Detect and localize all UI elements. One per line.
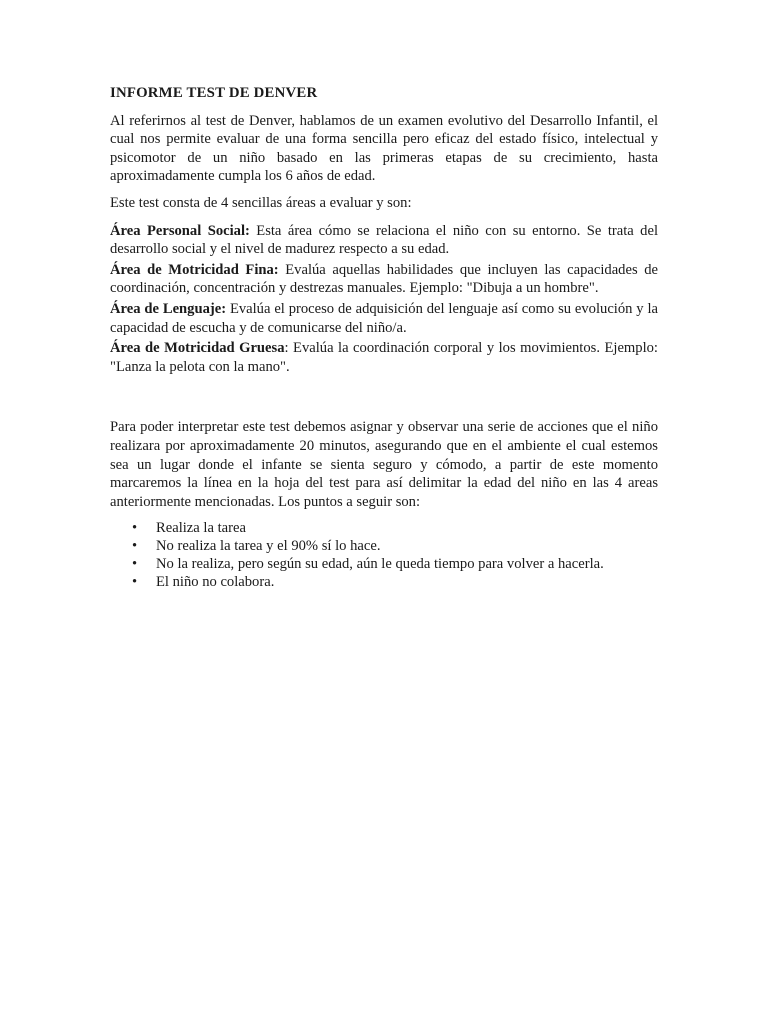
list-item: [132, 555, 658, 573]
list-item: [132, 537, 658, 555]
list-item-text: Realiza la tarea: [156, 520, 246, 537]
area-description: Evalúa el proceso de adquisición del lenguaje así como su evolución y la capacidad de escucha y de comunicarse del niño/a.: [110, 300, 658, 336]
area-motricidad-gruesa: [110, 339, 658, 376]
list-item-text: El niño no colabora.: [156, 574, 275, 591]
intro-paragraph: Al referirnos al test de Denver, hablamos de un examen evolutivo del Desarrollo Infantil, el cual nos permite evaluar de una forma sencilla pero eficaz del estado físico, intelectual y psicomotor de un niño basado en las primeras etapas de su crecimiento, hasta aproximadamente cumpla los 6 años de edad.: [110, 112, 658, 185]
area-label: Área de Motricidad Fina:: [110, 261, 279, 278]
bullet-icon: •: [132, 556, 138, 573]
area-description: Evalúa aquellas habilidades que incluyen las capacidades de coordinación, concentración y destrezas manuales. Ejemplo: "Dibuja a un hombre".: [110, 261, 658, 297]
area-motricidad-fina: [110, 261, 658, 298]
points-list: [110, 519, 658, 591]
bullet-icon: •: [132, 574, 138, 591]
area-description: Esta área cómo se relaciona el niño con su entorno. Se trata del desarrollo social y el nivel de madurez respecto a su edad.: [110, 222, 659, 258]
area-personal-social: [110, 222, 658, 259]
list-item-text: No realiza la tarea y el 90% sí lo hace.: [156, 538, 381, 555]
areas-lead-paragraph: Este test consta de 4 sencillas áreas a evaluar y son:: [110, 194, 412, 211]
area-label: Área de Motricidad Gruesa: [110, 340, 285, 357]
paragraph-spacer: [110, 378, 658, 418]
bullet-icon: •: [132, 538, 138, 555]
list-item: [132, 573, 658, 591]
area-lenguaje: [110, 300, 658, 337]
list-item-text: No la realiza, pero según su edad, aún le queda tiempo para volver a hacerla.: [156, 556, 604, 573]
list-item: [132, 519, 658, 537]
area-description: : Evalúa la coordinación corporal y los movimientos. Ejemplo: "Lanza la pelota con la mano".: [110, 340, 658, 375]
document-title: INFORME TEST DE DENVER: [110, 85, 318, 101]
interpretation-paragraph: Para poder interpretar este test debemos asignar y observar una serie de acciones que el niño realizara por aproximadamente 20 minutos, asegurando que en el ambiente el cual estemos sea un lugar donde el infante se sienta seguro y cómodo, a partir de este momento marcaremos la línea en la hoja del test para así delimitar la edad del niño en las 4 areas anteriormente mencionadas. Los puntos a seguir son:: [110, 419, 658, 510]
document-page: [110, 84, 658, 591]
area-label: Área de Lenguaje:: [110, 300, 227, 317]
area-label: Área Personal Social:: [110, 222, 250, 239]
bullet-icon: •: [132, 520, 138, 537]
